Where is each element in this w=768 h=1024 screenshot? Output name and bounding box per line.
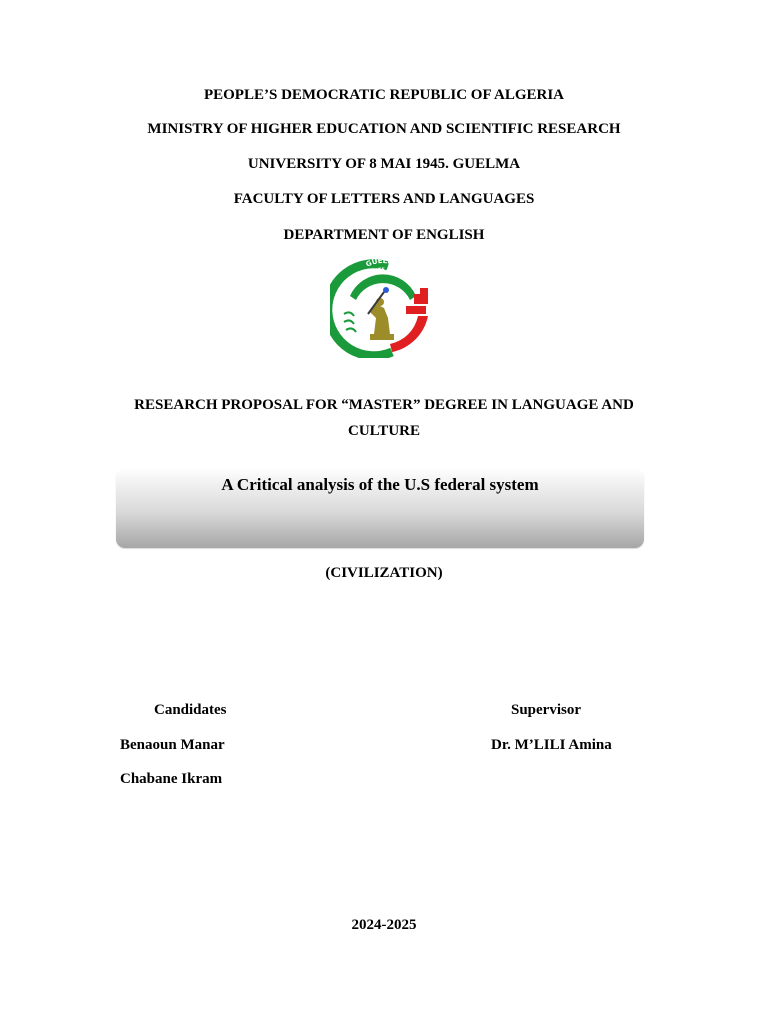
candidate-name-2: Chabane Ikram (120, 771, 223, 787)
supervisor-heading: Supervisor (511, 702, 582, 718)
header-department: DEPARTMENT OF ENGLISH (283, 227, 485, 243)
logo-top-text: GUELMA (364, 258, 402, 269)
header-country: PEOPLE’S DEMOCRATIC REPUBLIC OF ALGERIA (203, 87, 565, 103)
title-box (116, 468, 644, 548)
academic-year: 2024-2025 (351, 917, 417, 933)
university-logo (330, 258, 436, 358)
header-faculty: FACULTY OF LETTERS AND LANGUAGES (233, 191, 535, 207)
supervisor-name: Dr. M’LILI Amina (491, 737, 612, 753)
field-of-study: (CIVILIZATION) (325, 565, 443, 581)
header-ministry: MINISTRY OF HIGHER EDUCATION AND SCIENTIFIC RESEARCH (147, 121, 621, 137)
proposal-heading: RESEARCH PROPOSAL FOR “MASTER” DEGREE IN LANGUAGE AND CULTURE (134, 397, 634, 439)
logo-sub-text: UNIVERSITE 08 MAI 45 (355, 267, 411, 286)
thesis-title: A Critical analysis of the U.S federal system (221, 475, 539, 494)
header-university: UNIVERSITY OF 8 MAI 1945. GUELMA (247, 156, 521, 172)
candidates-heading: Candidates (154, 702, 227, 718)
candidate-name-1: Benaoun Manar (120, 737, 225, 753)
university-logo-emblem (330, 258, 436, 358)
